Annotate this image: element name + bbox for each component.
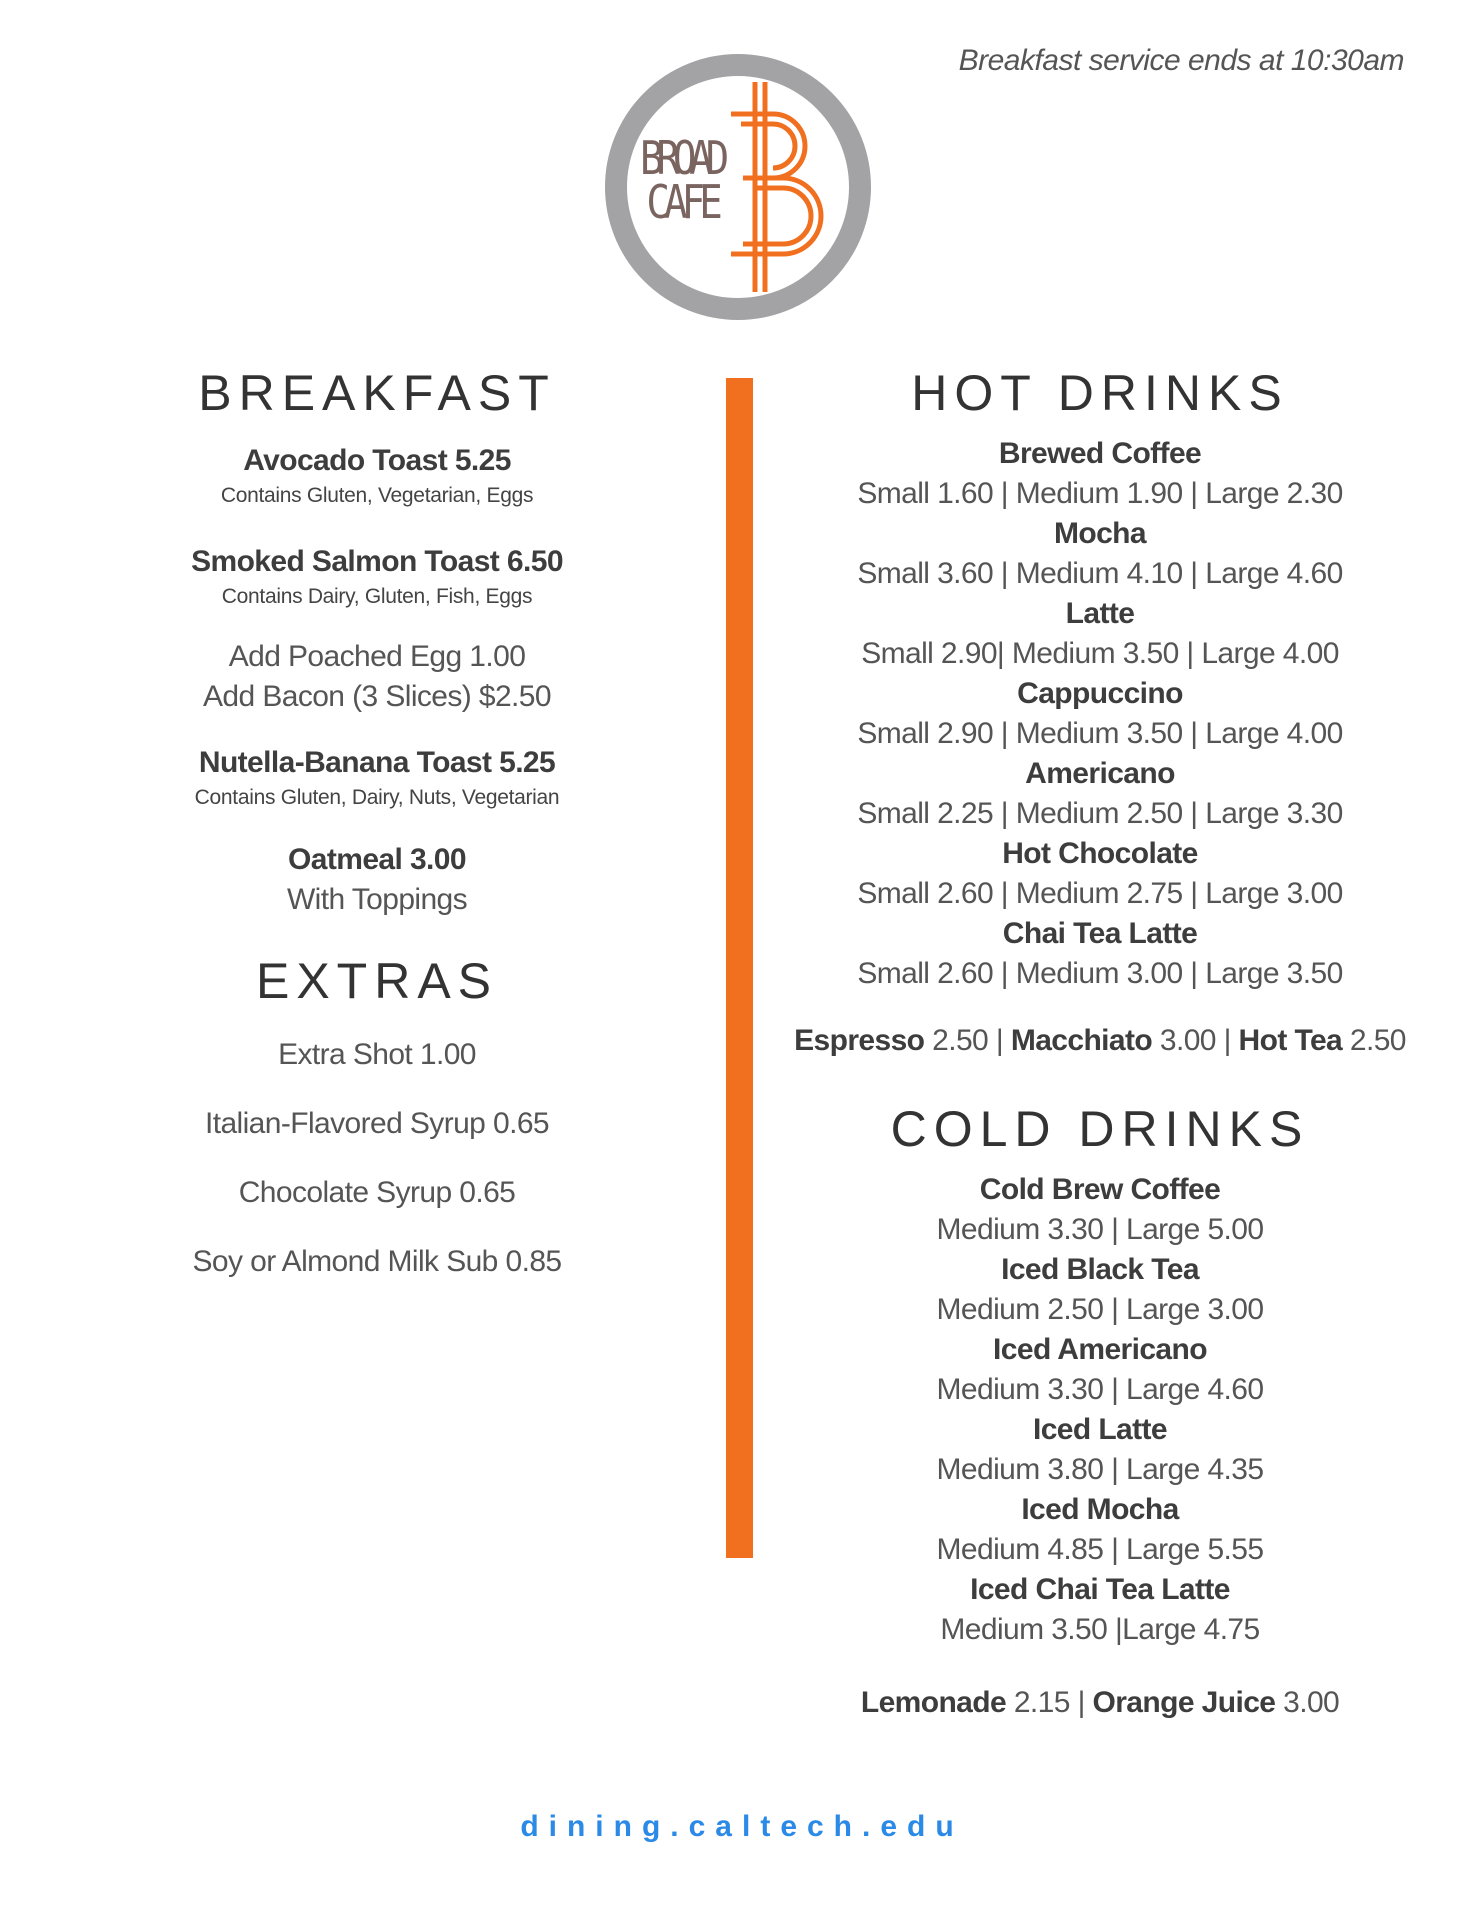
toast-addons (130, 637, 624, 717)
drink-name: Latte (1065, 597, 1135, 630)
drink-prices: Medium 3.30 | Large 5.00 (936, 1213, 1264, 1246)
extras-heading: EXTRAS (255, 953, 499, 1009)
drink-prices: Small 2.60 | Medium 3.00 | Large 3.50 (857, 957, 1343, 990)
drink-name: Hot Chocolate (1002, 837, 1198, 870)
center-divider (726, 378, 753, 1558)
drink-prices: Medium 3.50 |Large 4.75 (940, 1613, 1260, 1646)
item-allergen-note: Contains Gluten, Dairy, Nuts, Vegetarian (194, 786, 560, 809)
footer-website-link[interactable]: dining.caltech.edu (520, 1810, 964, 1843)
drink-prices: Medium 4.85 | Large 5.55 (936, 1533, 1264, 1566)
drink-name: Macchiato (1010, 1024, 1153, 1057)
drink-name: Americano (1025, 757, 1175, 790)
item-name: Nutella-Banana Toast 5.25 (198, 746, 556, 779)
breakfast-section (130, 364, 624, 422)
drink-name: Chai Tea Latte (1002, 917, 1198, 950)
drink-prices: Small 2.60 | Medium 2.75 | Large 3.00 (857, 877, 1343, 910)
drink-price: 2.15 (1013, 1686, 1070, 1719)
addon-bacon: Add Bacon (3 Slices) $2.50 (203, 680, 551, 713)
extra-item: Soy or Almond Milk Sub 0.85 (192, 1245, 562, 1278)
item-description: With Toppings (286, 883, 468, 916)
drink-name: Hot Tea (1238, 1024, 1343, 1057)
drink-prices: Small 2.25 | Medium 2.50 | Large 3.30 (857, 797, 1343, 830)
menu-item-oatmeal (130, 840, 624, 920)
logo-text-cafe: CAFE (646, 175, 723, 230)
drink-name: Iced Americano (993, 1333, 1207, 1366)
drink-prices: Small 2.90 | Medium 3.50 | Large 4.00 (857, 717, 1343, 750)
drink-name: Iced Chai Tea Latte (970, 1573, 1230, 1606)
drink-price: 2.50 (1349, 1024, 1406, 1057)
extras-section (130, 952, 624, 1010)
addon-poached-egg: Add Poached Egg 1.00 (228, 640, 526, 673)
drink-price: 3.00 (1159, 1024, 1216, 1057)
extra-item: Extra Shot 1.00 (278, 1038, 476, 1071)
drink-name: Brewed Coffee (998, 437, 1202, 470)
drink-name: Iced Mocha (1021, 1493, 1179, 1526)
hot-drinks-other-line: Espresso 2.50 | Macchiato 3.00 | Hot Tea 2.50 (794, 1024, 1406, 1057)
drink-prices: Medium 3.30 | Large 4.60 (936, 1373, 1264, 1406)
drink-name: Espresso (794, 1024, 925, 1057)
drink-name: Orange Juice (1092, 1686, 1276, 1719)
cold-drinks-heading: COLD DRINKS (890, 1101, 1310, 1157)
drink-name: Cold Brew Coffee (979, 1173, 1221, 1206)
drink-prices: Medium 2.50 | Large 3.00 (936, 1293, 1264, 1326)
drink-prices: Medium 3.80 | Large 4.35 (936, 1453, 1264, 1486)
extra-item: Italian-Flavored Syrup 0.65 (205, 1107, 549, 1140)
menu-item-nutella-banana-toast (130, 746, 624, 810)
item-allergen-note: Contains Dairy, Gluten, Fish, Eggs (221, 585, 533, 608)
drink-name: Iced Latte (1032, 1413, 1168, 1446)
logo-text-broad: BROAD (639, 131, 730, 186)
extra-item: Chocolate Syrup 0.65 (238, 1176, 516, 1209)
menu-item-smoked-salmon-toast (130, 545, 624, 609)
hot-drinks-list (770, 434, 1430, 994)
broad-cafe-logo (603, 52, 873, 322)
cold-drinks-section (770, 1100, 1430, 1158)
hot-drinks-section (770, 364, 1430, 422)
drink-name: Mocha (1053, 517, 1146, 550)
item-allergen-note: Contains Gluten, Vegetarian, Eggs (220, 484, 534, 507)
breakfast-heading: BREAKFAST (198, 365, 556, 421)
item-name: Oatmeal 3.00 (288, 843, 466, 876)
item-name: Smoked Salmon Toast 6.50 (191, 545, 563, 578)
drink-price: 3.00 (1283, 1686, 1340, 1719)
cold-drinks-other-line: Lemonade 2.15 | Orange Juice 3.00 (860, 1686, 1340, 1719)
item-name: Avocado Toast 5.25 (243, 444, 511, 477)
drink-prices: Small 2.90| Medium 3.50 | Large 4.00 (861, 637, 1339, 670)
drink-name: Iced Black Tea (1001, 1253, 1199, 1286)
drink-price: 2.50 (932, 1024, 989, 1057)
drink-prices: Small 1.60 | Medium 1.90 | Large 2.30 (857, 477, 1343, 510)
breakfast-hours-notice: Breakfast service ends at 10:30am (958, 44, 1404, 77)
cold-drinks-list (770, 1170, 1430, 1650)
hot-drinks-heading: HOT DRINKS (911, 365, 1289, 421)
menu-item-avocado-toast (130, 444, 624, 508)
drink-name: Cappuccino (1017, 677, 1183, 710)
drink-prices: Small 3.60 | Medium 4.10 | Large 4.60 (857, 557, 1343, 590)
drink-name: Lemonade (860, 1686, 1007, 1719)
